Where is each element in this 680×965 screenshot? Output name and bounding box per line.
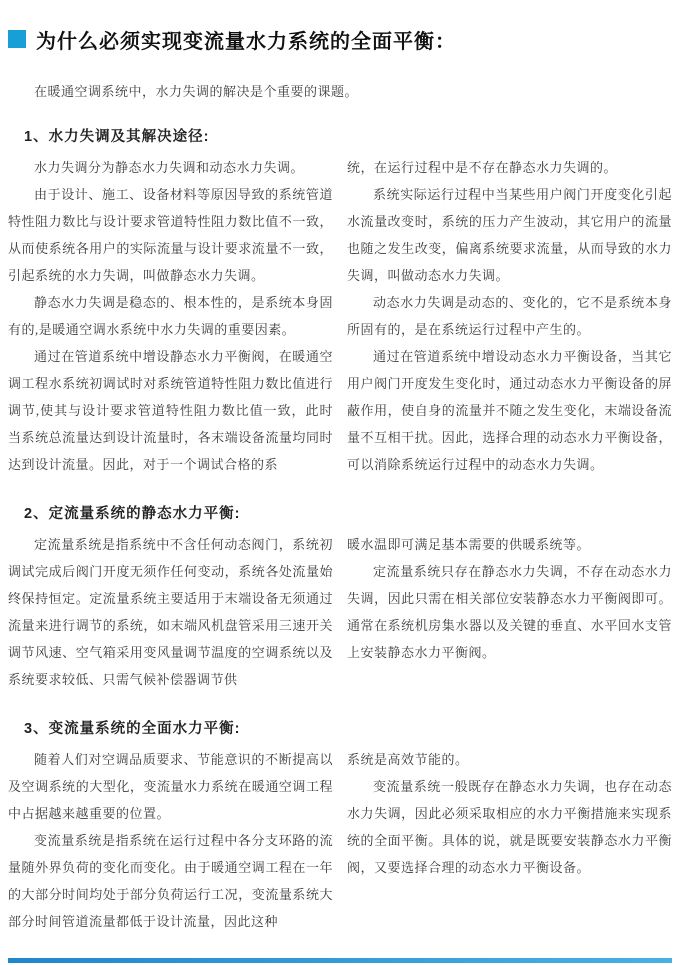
column-left [8, 746, 333, 935]
body-paragraph: 系统是高效节能的。 [347, 752, 469, 767]
section-heading: 1、水力失调及其解决途径: [24, 129, 210, 145]
section-constant-flow [8, 504, 672, 693]
body-paragraph: 静态水力失调是稳态的、根本性的，是系统本身固有的,是暖通空调水系统中水力失调的重要因素。 [8, 295, 333, 337]
page-title: 为什么必须实现变流量水力系统的全面平衡： [36, 30, 456, 53]
body-paragraph: 通过在管道系统中增设动态水力平衡设备，当其它用户阀门开度发生变化时，通过动态水力平衡设备的屏蔽作用，使自身的流量并不随之发生变化，末端设备流量不互相干扰。因此，选择合理的动态水力平衡设备，可以消除系统运行过程中的动态水力失调。 [347, 349, 672, 472]
title-bullet-square [8, 30, 26, 48]
column-left [8, 154, 333, 478]
title-row [8, 26, 672, 52]
section-heading: 2、定流量系统的静态水力平衡: [24, 506, 241, 522]
intro-paragraph: 在暖通空调系统中，水力失调的解决是个重要的课题。 [34, 84, 359, 99]
column-right [347, 746, 672, 935]
column-left [8, 531, 333, 693]
section-columns [8, 154, 672, 478]
body-paragraph: 定流量系统是指系统中不含任何动态阀门，系统初调试完成后阀门开度无须作任何变动，系统各处流量始终保持恒定。定流量系统主要适用于末端设备无须通过流量来进行调节的系统，如末端风机盘管采用三速开关调节风速、空气箱采用变风量调节温度的空调系统以及系统要求较低、只需气候补偿器调节供 [8, 537, 333, 687]
section-variable-flow [8, 719, 672, 935]
body-paragraph: 随着人们对空调品质要求、节能意识的不断提高以及空调系统的大型化，变流量水力系统在暖通空调工程中占据越来越重要的位置。 [8, 752, 333, 821]
column-right [347, 154, 672, 478]
body-paragraph: 定流量系统只存在静态水力失调，不存在动态水力失调，因此只需在相关部位安装静态水力平衡阀即可。通常在系统机房集水器以及关键的垂直、水平回水支管上安装静态水力平衡阀。 [347, 564, 672, 660]
body-paragraph: 由于设计、施工、设备材料等原因导致的系统管道特性阻力数比与设计要求管道特性阻力数比值不一致，从而使系统各用户的实际流量与设计要求流量不一致，引起系统的水力失调，叫做静态水力失调。 [8, 187, 333, 283]
body-paragraph: 暖水温即可满足基本需要的供暖系统等。 [347, 537, 591, 552]
section-heading: 3、变流量系统的全面水力平衡: [24, 721, 241, 737]
body-paragraph: 变流量系统是指系统在运行过程中各分支环路的流量随外界负荷的变化而变化。由于暖通空调工程在一年的大部分时间均处于部分负荷运行工况，变流量系统大部分时间管道流量都低于设计流量，因此这种 [8, 833, 333, 929]
body-paragraph: 变流量系统一般既存在静态水力失调，也存在动态水力失调，因此必须采取相应的水力平衡措施来实现系统的全面平衡。具体的说，就是既要安装静态水力平衡阀，又要选择合理的动态水力平衡设备。 [347, 779, 672, 875]
column-right [347, 531, 672, 693]
footer-accent-bar [8, 958, 672, 963]
body-paragraph: 动态水力失调是动态的、变化的，它不是系统本身所固有的，是在系统运行过程中产生的。 [347, 295, 672, 337]
section-columns [8, 531, 672, 693]
body-paragraph: 通过在管道系统中增设静态水力平衡阀，在暖通空调工程水系统初调试时对系统管道特性阻力数比值进行调节,使其与设计要求管道特性阻力数比值一致，此时当系统总流量达到设计流量时，各末端设备流量均同时达到设计流量。因此，对于一个调试合格的系 [8, 349, 333, 472]
body-paragraph: 统，在运行过程中是不存在静态水力失调的。 [347, 160, 618, 175]
section-columns [8, 746, 672, 935]
body-paragraph: 系统实际运行过程中当某些用户阀门开度变化引起水流量改变时，系统的压力产生波动，其它用户的流量也随之发生改变，偏离系统要求流量，从而导致的水力失调，叫做动态水力失调。 [347, 187, 672, 283]
body-paragraph: 水力失调分为静态水力失调和动态水力失调。 [34, 160, 305, 175]
section-hydraulic-imbalance [8, 127, 672, 478]
